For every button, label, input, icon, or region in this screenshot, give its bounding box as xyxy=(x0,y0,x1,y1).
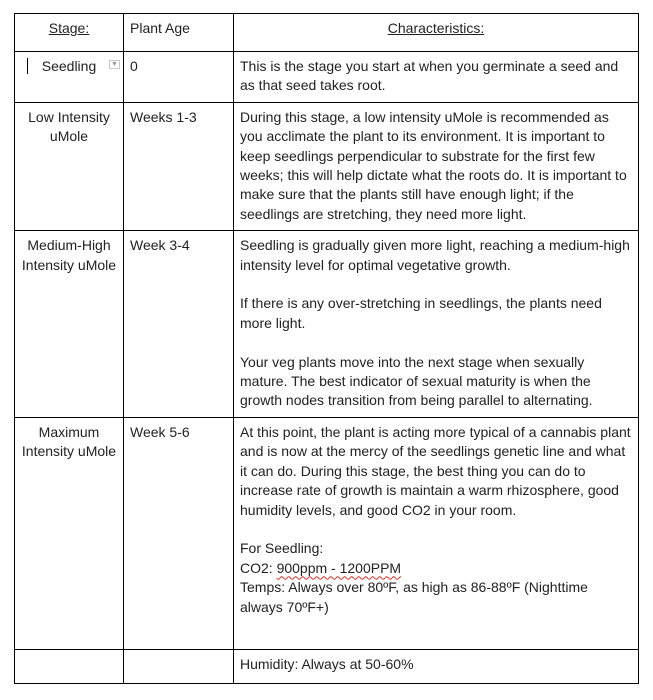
table-row xyxy=(15,417,639,649)
age-cell: 0 xyxy=(124,52,234,103)
characteristics-cell xyxy=(234,649,639,683)
co2-value: 900ppm - 1200PPM xyxy=(276,559,402,576)
characteristics-cell xyxy=(234,417,639,649)
dropdown-arrow-icon[interactable]: ▼ xyxy=(109,60,120,69)
temps-text: Temps: Always over 80ºF, as high as 86-88ºF (Nighttime always 70ºF+) xyxy=(240,579,588,615)
stage-label: Seedling xyxy=(41,58,97,74)
age-cell: Week 3-4 xyxy=(124,231,234,418)
characteristics-cell xyxy=(234,52,639,103)
characteristics-text: This is the stage you start at when you germinate a seed and as that seed takes root. xyxy=(240,58,619,94)
header-plant-age: Plant Age xyxy=(124,14,234,52)
characteristics-text: At this point, the plant is acting more typical of a cannabis plant and is now at the mercy of the seedlings genetic line and what it can do. During this stage, the best thing you can do to increase rate of growth is maintain a warm rhizosphere, good humidity levels, and good CO2 in your room. xyxy=(240,423,631,518)
stage-cell: Low Intensity uMole xyxy=(15,102,124,230)
stage-cell: Maximum Intensity uMole xyxy=(15,417,124,649)
stages-table xyxy=(14,13,639,684)
characteristics-text: Humidity: Always at 50-60% xyxy=(240,655,414,672)
header-row xyxy=(15,14,639,52)
header-stage: Stage: xyxy=(15,14,124,52)
co2-prefix: CO2: xyxy=(240,559,277,576)
table-row xyxy=(15,102,639,230)
table-row xyxy=(15,52,639,103)
for-seedling-label: For Seedling: xyxy=(240,540,324,557)
stage-cell: Medium-High Intensity uMole xyxy=(15,231,124,418)
characteristics-cell xyxy=(234,231,639,418)
stage-cell xyxy=(15,649,124,683)
characteristics-text: During this stage, a low intensity uMole is recommended as you acclimate the plant to its environment. It is important to keep seedlings perpendicular to substrate for the first few weeks; this will help dictate what the roots do. It is important to make sure that the plants still have enough light; if the seedlings are stretching, they need more light. xyxy=(240,108,627,222)
characteristics-text: If there is any over-stretching in seedlings, the plants need more light. xyxy=(240,295,602,331)
characteristics-cell xyxy=(234,102,639,230)
stage-cell[interactable] xyxy=(15,52,124,103)
characteristics-text: Your veg plants move into the next stage when sexually mature. The best indicator of sexual maturity is when the growth nodes transition from being parallel to alternating. xyxy=(240,353,593,409)
age-cell: Weeks 1-3 xyxy=(124,102,234,230)
table-row xyxy=(15,231,639,418)
table-row xyxy=(15,649,639,683)
text-cursor xyxy=(27,58,28,74)
characteristics-text: Seedling is gradually given more light, reaching a medium-high intensity level for optimal vegetative growth. xyxy=(240,237,630,273)
age-cell: Week 5-6 xyxy=(124,417,234,649)
age-cell xyxy=(124,649,234,683)
characteristics-text xyxy=(240,539,632,617)
header-characteristics: Characteristics: xyxy=(234,14,639,52)
